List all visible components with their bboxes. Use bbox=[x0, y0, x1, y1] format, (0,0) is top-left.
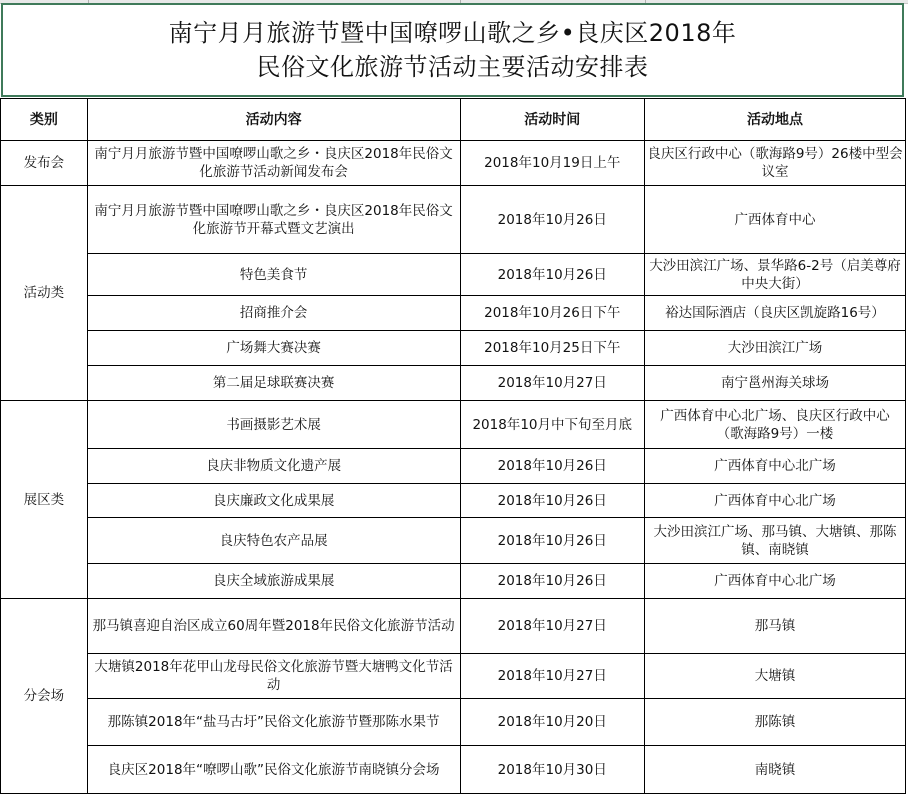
place-cell[interactable]: 大沙田滨江广场、景华路6-2号（启美尊府中央大街） bbox=[644, 254, 905, 296]
title-cell-selected[interactable] bbox=[1, 3, 904, 97]
place-cell[interactable]: 广西体育中心北广场 bbox=[644, 484, 905, 518]
time-cell[interactable]: 2018年10月26日 bbox=[460, 449, 644, 484]
table-row bbox=[1, 296, 906, 331]
table-row bbox=[1, 564, 906, 599]
time-cell[interactable]: 2018年10月26日 bbox=[460, 518, 644, 564]
time-cell[interactable]: 2018年10月27日 bbox=[460, 599, 644, 654]
content-cell[interactable]: 广场舞大赛决赛 bbox=[87, 331, 460, 366]
table-row bbox=[1, 746, 906, 794]
content-cell[interactable]: 书画摄影艺术展 bbox=[87, 401, 460, 449]
table-row bbox=[1, 141, 906, 186]
table-row bbox=[1, 484, 906, 518]
table-row bbox=[1, 449, 906, 484]
place-cell[interactable]: 广西体育中心 bbox=[644, 186, 905, 254]
header-row bbox=[1, 99, 906, 141]
header-place[interactable]: 活动地点 bbox=[644, 99, 905, 141]
header-time[interactable]: 活动时间 bbox=[460, 99, 644, 141]
time-cell[interactable]: 2018年10月20日 bbox=[460, 699, 644, 746]
place-cell[interactable]: 广西体育中心北广场 bbox=[644, 449, 905, 484]
content-cell[interactable]: 良庆全域旅游成果展 bbox=[87, 564, 460, 599]
place-cell[interactable]: 南宁邕州海关球场 bbox=[644, 366, 905, 401]
place-cell[interactable]: 广西体育中心北广场 bbox=[644, 564, 905, 599]
place-cell[interactable]: 那马镇 bbox=[644, 599, 905, 654]
table-row bbox=[1, 654, 906, 699]
category-cell[interactable]: 活动类 bbox=[1, 186, 88, 401]
time-cell[interactable]: 2018年10月26日下午 bbox=[460, 296, 644, 331]
time-cell[interactable]: 2018年10月26日 bbox=[460, 564, 644, 599]
header-category[interactable]: 类别 bbox=[1, 99, 88, 141]
time-cell[interactable]: 2018年10月25日下午 bbox=[460, 331, 644, 366]
time-cell[interactable]: 2018年10月30日 bbox=[460, 746, 644, 794]
content-cell[interactable]: 良庆区2018年“嘹啰山歌”民俗文化旅游节南晓镇分会场 bbox=[87, 746, 460, 794]
time-cell[interactable]: 2018年10月26日 bbox=[460, 186, 644, 254]
table-body bbox=[1, 141, 906, 794]
content-cell[interactable]: 那马镇喜迎自治区成立60周年暨2018年民俗文化旅游节活动 bbox=[87, 599, 460, 654]
place-cell[interactable]: 裕达国际酒店（良庆区凯旋路16号） bbox=[644, 296, 905, 331]
time-cell[interactable]: 2018年10月中下旬至月底 bbox=[460, 401, 644, 449]
title-line-1: 南宁月月旅游节暨中国嘹啰山歌之乡•良庆区2018年 bbox=[168, 19, 737, 47]
place-cell[interactable]: 大沙田滨江广场、那马镇、大塘镇、那陈镇、南晓镇 bbox=[644, 518, 905, 564]
place-cell[interactable]: 良庆区行政中心（歌海路9号）26楼中型会议室 bbox=[644, 141, 905, 186]
place-cell[interactable]: 大塘镇 bbox=[644, 654, 905, 699]
category-cell[interactable]: 发布会 bbox=[1, 141, 88, 186]
time-cell[interactable]: 2018年10月26日 bbox=[460, 484, 644, 518]
table-row bbox=[1, 599, 906, 654]
time-cell[interactable]: 2018年10月26日 bbox=[460, 254, 644, 296]
content-cell[interactable]: 良庆廉政文化成果展 bbox=[87, 484, 460, 518]
table-row bbox=[1, 254, 906, 296]
content-cell[interactable]: 特色美食节 bbox=[87, 254, 460, 296]
category-cell[interactable]: 展区类 bbox=[1, 401, 88, 599]
table-row bbox=[1, 331, 906, 366]
content-cell[interactable]: 大塘镇2018年花甲山龙母民俗文化旅游节暨大塘鸭文化节活动 bbox=[87, 654, 460, 699]
table-row bbox=[1, 186, 906, 254]
place-cell[interactable]: 南晓镇 bbox=[644, 746, 905, 794]
content-cell[interactable]: 那陈镇2018年“盐马古圩”民俗文化旅游节暨那陈水果节 bbox=[87, 699, 460, 746]
content-cell[interactable]: 第二届足球联赛决赛 bbox=[87, 366, 460, 401]
table-row bbox=[1, 366, 906, 401]
place-cell[interactable]: 那陈镇 bbox=[644, 699, 905, 746]
content-cell[interactable]: 招商推介会 bbox=[87, 296, 460, 331]
content-cell[interactable]: 良庆非物质文化遗产展 bbox=[87, 449, 460, 484]
table-row bbox=[1, 699, 906, 746]
content-cell[interactable]: 良庆特色农产品展 bbox=[87, 518, 460, 564]
title-line-2: 民俗文化旅游节活动主要活动安排表 bbox=[256, 53, 649, 81]
schedule-table bbox=[0, 98, 906, 794]
time-cell[interactable]: 2018年10月27日 bbox=[460, 654, 644, 699]
category-cell[interactable]: 分会场 bbox=[1, 599, 88, 794]
table-row bbox=[1, 518, 906, 564]
time-cell[interactable]: 2018年10月19日上午 bbox=[460, 141, 644, 186]
table-row bbox=[1, 401, 906, 449]
header-content[interactable]: 活动内容 bbox=[87, 99, 460, 141]
content-cell[interactable]: 南宁月月旅游节暨中国嘹啰山歌之乡・良庆区2018年民俗文化旅游节开幕式暨文艺演出 bbox=[87, 186, 460, 254]
place-cell[interactable]: 广西体育中心北广场、良庆区行政中心（歌海路9号）一楼 bbox=[644, 401, 905, 449]
time-cell[interactable]: 2018年10月27日 bbox=[460, 366, 644, 401]
place-cell[interactable]: 大沙田滨江广场 bbox=[644, 331, 905, 366]
content-cell[interactable]: 南宁月月旅游节暨中国嘹啰山歌之乡・良庆区2018年民俗文化旅游节活动新闻发布会 bbox=[87, 141, 460, 186]
